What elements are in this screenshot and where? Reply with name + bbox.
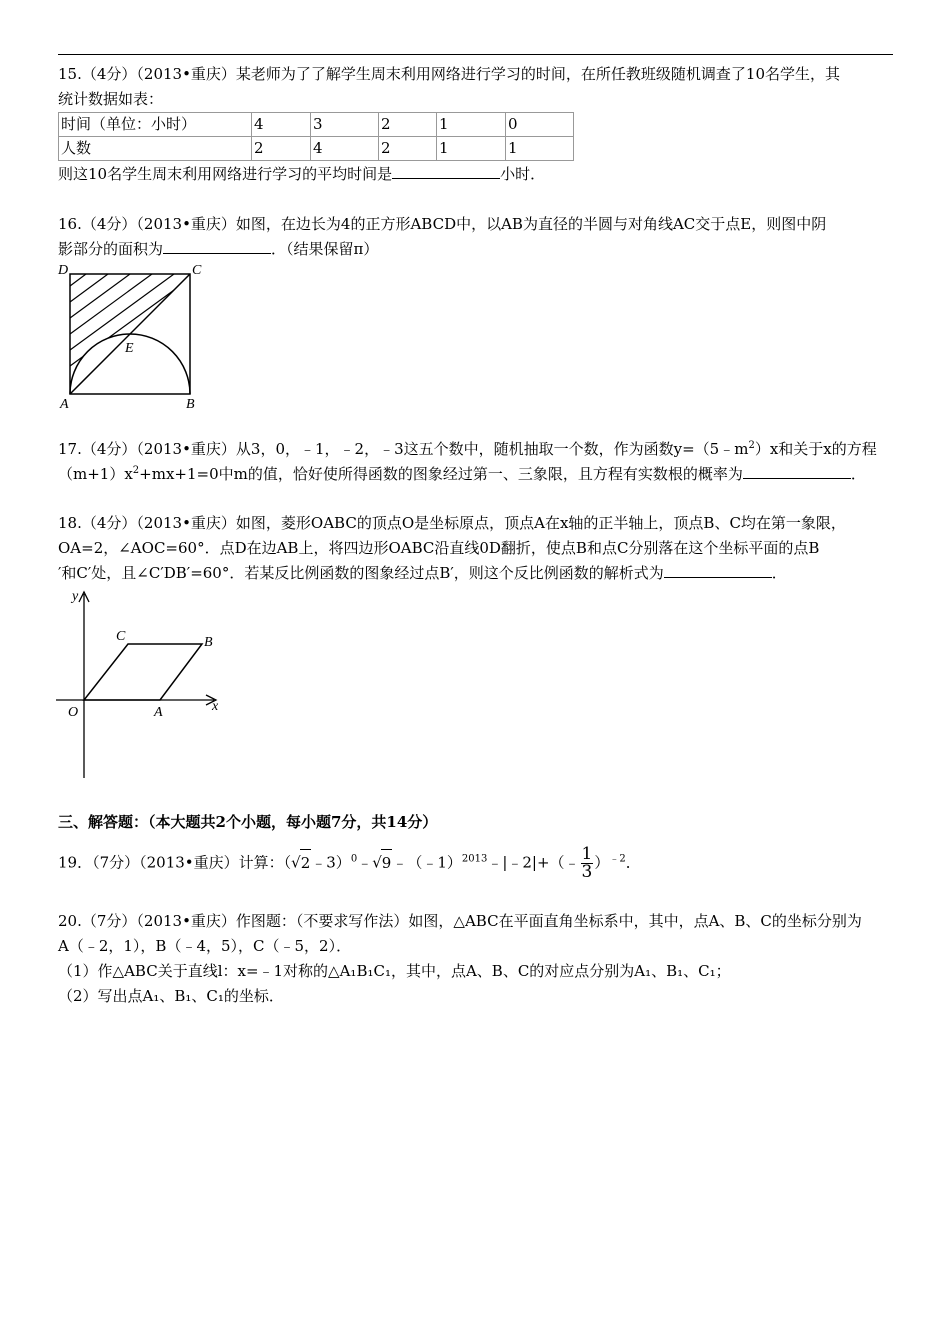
- label-d: D: [58, 263, 69, 278]
- sqrt-radicand: 2: [300, 849, 312, 876]
- table-cell: 4: [311, 137, 379, 161]
- table-cell: 1: [506, 137, 574, 161]
- q15-line3-unit: 小时．: [500, 165, 546, 183]
- label-b: B: [204, 635, 213, 650]
- q18-line3-end: ．: [771, 564, 787, 582]
- hatch-region: [70, 274, 196, 402]
- top-rule: [58, 54, 893, 55]
- rhombus-oabc: [84, 644, 202, 700]
- q16-line2: [58, 237, 898, 262]
- table-cell: 时间（单位：小时）: [59, 113, 252, 137]
- q18-line1: 18.（4分）（2013•重庆）如图，菱形OABC的顶点O是坐标原点，顶点A在x轴的正半轴上，顶点B、C均在第一象限，: [58, 514, 846, 532]
- q19-minus: ﹣: [357, 853, 373, 872]
- q18-line3-text: ′和C′处，且∠C′DB′=60°．若某反比例函数的图象经过点B′，则这个反比例函数的解析式为: [58, 564, 664, 582]
- table-cell: 1: [437, 137, 506, 161]
- section-title: 三、解答题：（本大题共2个小题，每小题7分，共14分）: [58, 813, 438, 831]
- q17-line1: [58, 437, 898, 462]
- q19-exp0: 0: [350, 853, 358, 865]
- sqrt-icon: √: [291, 853, 301, 872]
- q16-line2-note: ．（结果保留π）: [271, 240, 379, 258]
- q19-term2: ﹣（﹣1）: [392, 853, 462, 872]
- label-y: y: [72, 589, 79, 604]
- table-cell: 3: [311, 113, 379, 137]
- q15-stat-table: [58, 112, 574, 161]
- q19-exp-neg2: ﹣2: [609, 853, 626, 865]
- q18-line3: [58, 561, 898, 586]
- table-cell: 2: [252, 137, 311, 161]
- label-a: A: [60, 397, 69, 412]
- q20-line1: 20.（7分）（2013•重庆）作图题：（不要求写作法）如图，△ABC在平面直角坐标系中，其中，点A、B、C的坐标分别为: [58, 912, 862, 930]
- q17-line2-mid: +mx+1=0中m的值，恰好使所得函数的图象经过第一、三象限，且方程有实数根的概率为: [139, 465, 743, 483]
- fraction-numerator: 1: [581, 844, 593, 864]
- sqrt-radicand: 9: [381, 849, 393, 876]
- label-x: x: [212, 699, 219, 714]
- answer-blank[interactable]: [743, 462, 851, 479]
- q16-square-figure: [56, 262, 206, 412]
- q18-rhombus-figure: [50, 588, 230, 780]
- answer-blank[interactable]: [392, 162, 500, 179]
- q17-line2-end: ．: [850, 465, 866, 483]
- q15-line3: [58, 162, 898, 187]
- fraction-denominator: 3: [581, 862, 593, 882]
- q19-close: ）: [594, 853, 610, 872]
- q17-line1-text: 17.（4分）（2013•重庆）从3，0，﹣1，﹣2，﹣3这五个数中，随机抽取一个数，作为函数y=（5﹣m: [58, 440, 749, 458]
- q17-line2: [58, 462, 898, 487]
- label-e: E: [125, 341, 134, 356]
- table-cell: 2: [379, 113, 437, 137]
- label-a: A: [154, 705, 163, 720]
- label-c: C: [116, 629, 126, 644]
- q19-term: ﹣3）: [311, 853, 351, 872]
- q17-exponent: 2: [748, 440, 755, 451]
- table-cell: 2: [379, 137, 437, 161]
- fraction: [581, 846, 594, 881]
- q15-line3-text: 则这10名学生周末利用网络进行学习的平均时间是: [58, 165, 393, 183]
- label-o: O: [68, 705, 79, 720]
- q16-line2-text: 影部分的面积为: [58, 240, 164, 258]
- q20-line3: （1）作△ABC关于直线l：x=﹣1对称的△A₁B₁C₁，其中，点A、B、C的对应点分别为A₁、B₁、C₁；: [58, 962, 731, 980]
- q20-line2: A（﹣2，1），B（﹣4，5），C（﹣5，2）．: [58, 937, 352, 955]
- answer-blank[interactable]: [163, 237, 271, 254]
- q15-line1: 15.（4分）（2013•重庆）某老师为了了解学生周末利用网络进行学习的时间，在所任教班级随机调查了10名学生，其: [58, 65, 841, 83]
- q19-term3: ﹣|﹣2|+（﹣: [487, 853, 580, 872]
- table-row: [59, 137, 574, 161]
- label-c: C: [192, 263, 202, 278]
- table-cell: 0: [506, 113, 574, 137]
- table-row: [59, 113, 574, 137]
- q19-line: [58, 846, 898, 881]
- table-cell: 人数: [59, 137, 252, 161]
- table-cell: 1: [437, 113, 506, 137]
- sqrt-icon: √: [372, 853, 382, 872]
- q18-line2: OA=2，∠AOC=60°．点D在边AB上，将四边形OABC沿直线0D翻折，使点B和点C分别落在这个坐标平面的点B: [58, 539, 820, 557]
- q17-exponent2: 2: [132, 465, 140, 476]
- q19-end: ．: [625, 853, 641, 872]
- q20-line4: （2）写出点A₁、B₁、C₁的坐标．: [58, 987, 284, 1005]
- q19-exp2013: 2013: [461, 853, 488, 865]
- label-b: B: [186, 397, 195, 412]
- table-cell: 4: [252, 113, 311, 137]
- q17-line1-tail: ）x和关于x的方程: [754, 440, 877, 458]
- q15-line2: 统计数据如表：: [58, 90, 164, 108]
- q17-line2-text: （m+1）x: [58, 465, 133, 483]
- q19-text: 19．（7分）（2013•重庆）计算：（: [58, 853, 292, 872]
- answer-blank[interactable]: [664, 561, 772, 578]
- q16-line1: 16.（4分）（2013•重庆）如图，在边长为4的正方形ABCD中，以AB为直径的半圆与对角线AC交于点E，则图中阴: [58, 215, 827, 233]
